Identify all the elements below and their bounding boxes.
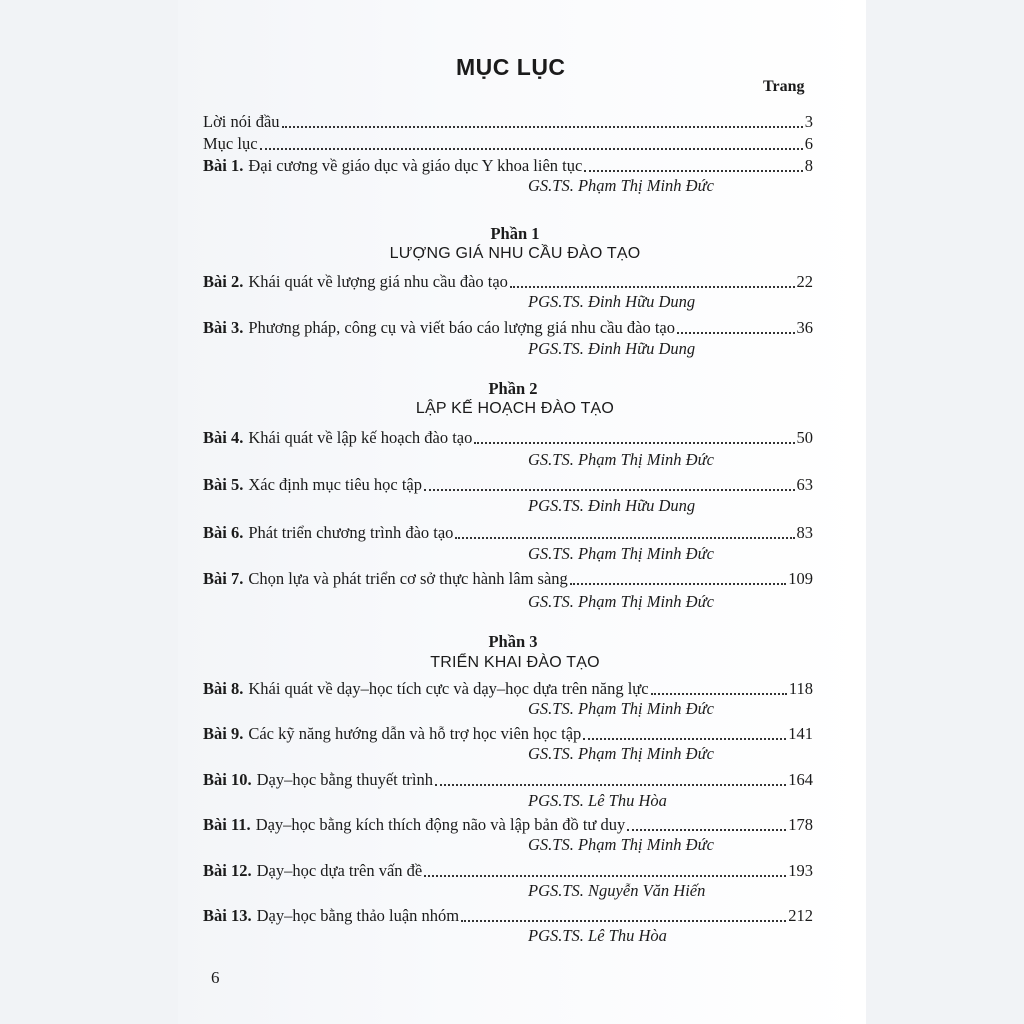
toc-entry-label: Các kỹ năng hướng dẫn và hỗ trợ học viên học tập — [248, 724, 582, 743]
toc-entry — [203, 110, 813, 132]
toc-entry-author: GS.TS. Phạm Thị Minh Đức — [528, 699, 714, 718]
toc-entry-label: Đại cương về giáo dục và giáo dục Y khoa liên tục — [248, 156, 583, 175]
toc-entry-label: Dạy–học bằng thuyết trình — [256, 770, 434, 789]
leader-dots — [424, 489, 795, 491]
leader-dots — [282, 126, 803, 128]
toc-entry-page: 178 — [788, 815, 813, 834]
toc-title: MỤC LỤC — [456, 54, 566, 80]
part-title: LƯỢNG GIÁ NHU CẦU ĐÀO TẠO — [389, 245, 641, 262]
toc-entry-label: Xác định mục tiêu học tập — [248, 475, 422, 494]
toc-entry-label: Phương pháp, công cụ và viết báo cáo lượng giá nhu cầu đào tạo — [248, 318, 675, 337]
leader-dots — [260, 148, 803, 150]
lesson-number: Bài 5. — [203, 475, 244, 494]
page-column-label: Trang — [763, 78, 805, 95]
toc-entry — [203, 859, 813, 881]
toc-entry-author: PGS.TS. Đinh Hữu Dung — [528, 339, 696, 358]
toc-entry-page: 109 — [788, 569, 813, 588]
part-title: LẬP KẾ HOẠCH ĐÀO TẠO — [415, 400, 615, 417]
toc-entry — [203, 567, 813, 589]
lesson-number: Bài 3. — [203, 318, 244, 337]
toc-entry — [203, 677, 813, 699]
toc-entry — [203, 132, 813, 154]
toc-entry-page: 50 — [796, 428, 813, 447]
lesson-number: Bài 1. — [203, 156, 244, 175]
toc-entry — [203, 154, 813, 176]
toc-entry-label: Khái quát về lượng giá nhu cầu đào tạo — [248, 272, 508, 291]
lesson-number: Bài 12. — [203, 861, 252, 880]
toc-entry-label: Dạy–học dựa trên vấn đề — [256, 861, 423, 880]
toc-entry-page: 83 — [796, 523, 813, 542]
lesson-number: Bài 7. — [203, 569, 244, 588]
lesson-number: Bài 13. — [203, 906, 252, 925]
toc-entry — [203, 813, 813, 835]
toc-entry-page: 6 — [804, 134, 813, 153]
leader-dots — [510, 286, 795, 288]
toc-entry-page: 118 — [788, 679, 813, 698]
toc-entry-author: PGS.TS. Nguyễn Văn Hiến — [528, 881, 706, 900]
lesson-number: Bài 11. — [203, 815, 251, 834]
leader-dots — [570, 583, 786, 585]
toc-entry-page: 141 — [788, 724, 813, 743]
page-number: 6 — [211, 968, 220, 987]
leader-dots — [424, 875, 786, 877]
toc-entry-author: GS.TS. Phạm Thị Minh Đức — [528, 744, 714, 763]
toc-entry — [203, 426, 813, 448]
toc-entry-author: GS.TS. Phạm Thị Minh Đức — [528, 835, 714, 854]
toc-entry — [203, 270, 813, 292]
toc-entry-page: 36 — [796, 318, 813, 337]
lesson-number: Bài 8. — [203, 679, 244, 698]
part-title: TRIỂN KHAI ĐÀO TẠO — [430, 654, 600, 671]
part-label: Phần 3 — [488, 632, 538, 651]
lesson-number: Bài 6. — [203, 523, 244, 542]
toc-entry-author: GS.TS. Phạm Thị Minh Đức — [528, 544, 714, 563]
leader-dots — [455, 537, 794, 539]
toc-entry — [203, 316, 813, 338]
toc-entry-page: 193 — [788, 861, 813, 880]
leader-dots — [461, 920, 786, 922]
toc-entry — [203, 904, 813, 926]
leader-dots — [677, 332, 795, 334]
leader-dots — [584, 170, 802, 172]
lesson-number: Bài 2. — [203, 272, 244, 291]
toc-entry-label: Lời nói đầu — [203, 112, 280, 131]
toc-entry — [203, 768, 813, 790]
leader-dots — [583, 738, 786, 740]
leader-dots — [435, 784, 786, 786]
leader-dots — [651, 693, 787, 695]
toc-entry — [203, 722, 813, 744]
part-label: Phần 2 — [488, 379, 538, 398]
toc-entry-page: 164 — [788, 770, 813, 789]
toc-entry-author: GS.TS. Phạm Thị Minh Đức — [528, 176, 714, 195]
toc-entry-label: Dạy–học bằng kích thích động não và lập bản đồ tư duy — [255, 815, 626, 834]
toc-entry-label: Mục lục — [203, 134, 258, 153]
toc-entry-author: GS.TS. Phạm Thị Minh Đức — [528, 450, 714, 469]
toc-entry-page: 22 — [796, 272, 813, 291]
toc-entry-page: 3 — [804, 112, 813, 131]
lesson-number: Bài 4. — [203, 428, 244, 447]
toc-entry-page: 8 — [804, 156, 813, 175]
part-label: Phần 1 — [490, 224, 540, 243]
toc-entry-author: PGS.TS. Lê Thu Hòa — [528, 791, 667, 810]
leader-dots — [474, 442, 794, 444]
toc-entry-page: 212 — [788, 906, 813, 925]
toc-entry-author: GS.TS. Phạm Thị Minh Đức — [528, 592, 714, 611]
toc-entry-author: PGS.TS. Đinh Hữu Dung — [528, 496, 696, 515]
lesson-number: Bài 9. — [203, 724, 244, 743]
lesson-number: Bài 10. — [203, 770, 252, 789]
leader-dots — [627, 829, 786, 831]
toc-entry-label: Khái quát về dạy–học tích cực và dạy–học dựa trên năng lực — [248, 679, 649, 698]
toc-entry-label: Phát triển chương trình đào tạo — [248, 523, 454, 542]
toc-entry — [203, 473, 813, 495]
toc-entry-page: 63 — [796, 475, 813, 494]
toc-entry-label: Chọn lựa và phát triển cơ sở thực hành lâm sàng — [248, 569, 568, 588]
toc-entry-label: Khái quát về lập kế hoạch đào tạo — [248, 428, 473, 447]
toc-entry-author: PGS.TS. Lê Thu Hòa — [528, 926, 667, 945]
toc-entry — [203, 521, 813, 543]
toc-entry-author: PGS.TS. Đinh Hữu Dung — [528, 292, 696, 311]
toc-entry-label: Dạy–học bằng thảo luận nhóm — [256, 906, 460, 925]
